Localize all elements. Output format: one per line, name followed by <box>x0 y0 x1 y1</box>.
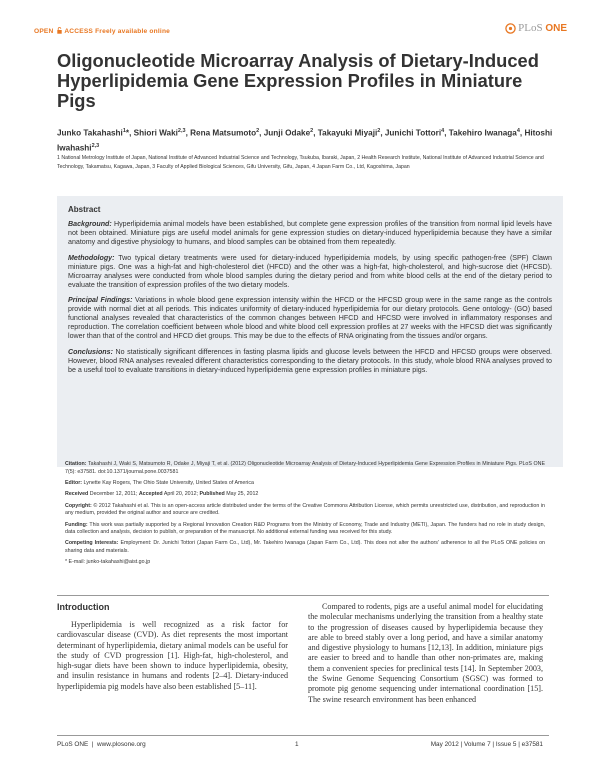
corresponding-email[interactable]: * E-mail: junko-takahashi@aist.go.jp <box>65 559 151 566</box>
author-separator: , <box>313 128 318 138</box>
published-label: Published <box>199 491 225 498</box>
article-metadata <box>65 461 545 571</box>
open-access-open: OPEN <box>34 28 54 35</box>
author-affiliation-marker: 2 <box>256 128 260 134</box>
footer-divider <box>57 735 549 736</box>
funding-label: Funding: <box>65 521 88 528</box>
footer-journal-name: PLoS ONE <box>57 741 89 748</box>
editor-label: Editor: <box>65 479 83 486</box>
plos-logo-icon <box>505 23 516 34</box>
footer-journal: PLoS ONE | www.plosone.org <box>57 741 146 748</box>
methodology-label: Methodology: <box>68 253 115 262</box>
citation-text[interactable]: Takahashi J, Waki S, Matsumoto R, Odake J, Miyaji T, et al. (2012) Oligonucleotide Microarray Analysis of Dietary-Induced Hyperlipidemia Gene Expression Profiles in Miniature Pigs. PLoS ONE 7(5): e37581. doi:10.1371/journal.pone.0037581 <box>65 461 545 475</box>
author-name: Takehiro Iwanaga <box>448 128 517 138</box>
editor-text: Lynette Kay Rogers, The Ohio State University, United States of America <box>82 479 254 486</box>
author-separator: , <box>259 128 264 138</box>
author-separator: , <box>444 128 449 138</box>
findings-text: Variations in whole blood gene expression intensity within the HFCD or the HFCSD group were in the same range as the controls provide with normal diet at all periods. This indicates uniformity of dietary-induced hyperlipidemia for our dietary protocols. Gene ontology- (GO) based functional analyses revealed that characteristics of the common changes between HFCD and HFCSD were involved in inflammatory responses and reproduction. The correlation coefficient between whole blood and white blood cell expression profiles at 27 weeks with the HFCSD diet was significantly lower than that of the control and HFCD diet groups. This may be due to the effects of RNA originating from the tissues and/or organs. <box>68 296 552 341</box>
accepted-label: Accepted <box>138 491 163 498</box>
abstract-heading: Abstract <box>68 205 101 214</box>
author-affiliation-marker: 4 <box>441 128 445 134</box>
freely-available-text: Freely available online <box>95 28 171 35</box>
competing-label: Competing Interests: <box>65 540 119 547</box>
open-access-banner <box>34 27 170 36</box>
article-title: Oligonucleotide Microarray Analysis of Dietary-Induced Hyperlipidemia Gene Expression Profiles in Miniature Pigs <box>57 50 539 111</box>
open-access-access: ACCESS <box>64 28 94 35</box>
plos-one-logo <box>505 22 567 34</box>
editor <box>65 480 545 488</box>
author-affiliation-marker: 2,3 <box>91 143 100 150</box>
author-affiliation-marker: 1 <box>122 128 126 134</box>
competing-text: Employment: Dr. Junichi Tottori (Japan Farm Co., Ltd), Mr. Takehiro Iwanaga (Japan Farm Co., Ltd). This does not alter the authors' adherence to all the PLoS ONE policies on sharing data and materials. <box>65 540 545 554</box>
dates <box>65 491 545 499</box>
logo-one-text: ONE <box>545 23 567 34</box>
abstract-background <box>68 220 552 247</box>
author-list <box>57 125 562 156</box>
footer-page-number: 1 <box>295 741 299 748</box>
footer-url[interactable]: www.plosone.org <box>97 741 146 748</box>
intro-column-2: Compared to rodents, pigs are a useful animal model for elucidating the molecular mechanisms underlying the transition from a healthy state to the progression of diseases caused by hyperlipidemia because they are able to breed stably over a long period, and have a similar anatomy and digestive physiology to humans [12,13]. In addition, miniature pigs are easier to breed and to handle than other non-primates are, making them a convenient species for preclinical tests [14]. In September 2003, the Swine Genome Sequencing Consortium (SGSC) was formed to promote pig genome sequencing under international coordination [15]. The swine research environment has been enhanced <box>308 602 543 704</box>
abstract-methodology <box>68 254 552 290</box>
author-affiliation-marker: 2 <box>377 128 381 134</box>
abstract-box <box>57 196 563 467</box>
funding-text: This work was partially supported by a Regional Innovation Creation R&D Programs from the Ministry of Economy, Trade and Industry (METI), Japan. The funders had no role in study design, data collection and analysis, decision to publish, or preparation of the manuscript. No additional external funding was received for this study. <box>65 521 545 536</box>
author-name: Junko Takahashi <box>57 128 123 138</box>
background-text: Hyperlipidemia animal models have been established, but complete gene expression profiles of the transition from normal lipid levels have not been obtained. Miniature pigs are useful model animals for gene expression studies on dietary-induced hyperlipidemia because they have a similar anatomy and digestive physiology to humans, and blood samples can be obtained from them repeatedly. <box>68 220 552 247</box>
intro-column-1: Hyperlipidemia is well recognized as a risk factor for cardiovascular disease (CVD). As diet represents the most important determinant of hyperlipidemia, dietary animal models can be useful for the study of CVD progression [1]. High-fat, high-cholesterol, and high-sugar diets have been shown to induce hyperlipidemia, obesity, and insulin resistance in humans and rodents [2–4]. Dietary-induced hyperlipidemia pig models have also been established [5–11]. <box>57 620 288 691</box>
citation <box>65 461 545 476</box>
footer-issue: May 2012 | Volume 7 | Issue 5 | e37581 <box>430 741 543 748</box>
abstract-findings <box>68 296 552 341</box>
competing-interests <box>65 540 545 555</box>
author-separator: *, <box>125 128 134 138</box>
author-name: Hitoshi Iwahashi <box>57 128 553 154</box>
copyright-text: © 2012 Takahashi et al. This is an open-access article distributed under the terms of the Creative Commons Attribution License, which permits unrestricted use, distribution, and reproduction in any medium, provided the original author and source are credited. <box>65 502 545 517</box>
findings-label: Principal Findings: <box>68 296 133 305</box>
abstract-conclusions <box>68 348 552 375</box>
author-name: Junji Odake <box>263 128 311 138</box>
author-name: Junichi Tottori <box>384 128 442 138</box>
introduction-heading: Introduction <box>57 602 110 612</box>
background-label: Background: <box>68 220 112 228</box>
funding <box>65 522 545 537</box>
author-name: Takayuki Miyaji <box>317 128 378 138</box>
published-date: May 25, 2012 <box>224 491 259 498</box>
author-separator: , <box>519 128 525 138</box>
author-affiliation-marker: 2,3 <box>177 128 186 134</box>
received-date: December 12, 2011; <box>88 491 139 498</box>
copyright <box>65 503 545 518</box>
open-lock-icon <box>57 27 62 36</box>
author-name: Shiori Waki <box>133 128 178 138</box>
received-label: Received <box>65 491 89 498</box>
logo-plos-text: PLoS <box>518 22 543 34</box>
affiliations: 1 National Metrology Institute of Japan, National Institute of Advanced Industrial Science and Technology, Tsukuba, Ibaraki, Japan, 2 Health Research Institute, National Institute of Advanced Industrial Science and Technology, Takamatsu, Kagawa, Japan, 3 Faculty of Applied Biological Sciences, Gifu University, Gifu, Japan, 4 Japan Farm Co., Ltd, Kagoshima, Japan <box>57 155 544 170</box>
author-affiliation-marker: 2 <box>310 128 314 134</box>
author-name: Rena Matsumoto <box>190 128 257 138</box>
accepted-date: April 20, 2012; <box>162 491 200 498</box>
methodology-text: Two typical dietary treatments were used for dietary-induced hyperlipidemia models, by using specific pathogen-free (SPF) Clawn miniature pigs. One was a high-fat and high-cholesterol diet (HFCD) and the other was a high-fat, high-cholesterol, and high-sucrose diet (HFCSD). Microarray analyses were conducted from whole blood samples during the dietary period and from white blood cells at the end of the dietary period to evaluate the transition of expression profiles of the two dietary models. <box>68 253 552 289</box>
author-separator: , <box>380 128 385 138</box>
conclusions-text: No statistically significant differences in fasting plasma lipids and glucose levels between the HFCD and HFCSD groups were observed. However, blood RNA analyses revealed different characteristics corresponding to the dietary protocols. In this study, whole blood RNA analyses proved to be a useful tool to evaluate transitions in dietary-induced hyperlipidemia gene expression profiles in miniature pigs. <box>68 347 552 374</box>
copyright-label: Copyright: <box>65 502 92 509</box>
conclusions-label: Conclusions: <box>68 347 113 356</box>
citation-label: Citation: <box>65 461 87 467</box>
author-separator: , <box>185 128 191 138</box>
author-affiliation-marker: 4 <box>516 128 520 134</box>
section-divider <box>57 595 549 596</box>
